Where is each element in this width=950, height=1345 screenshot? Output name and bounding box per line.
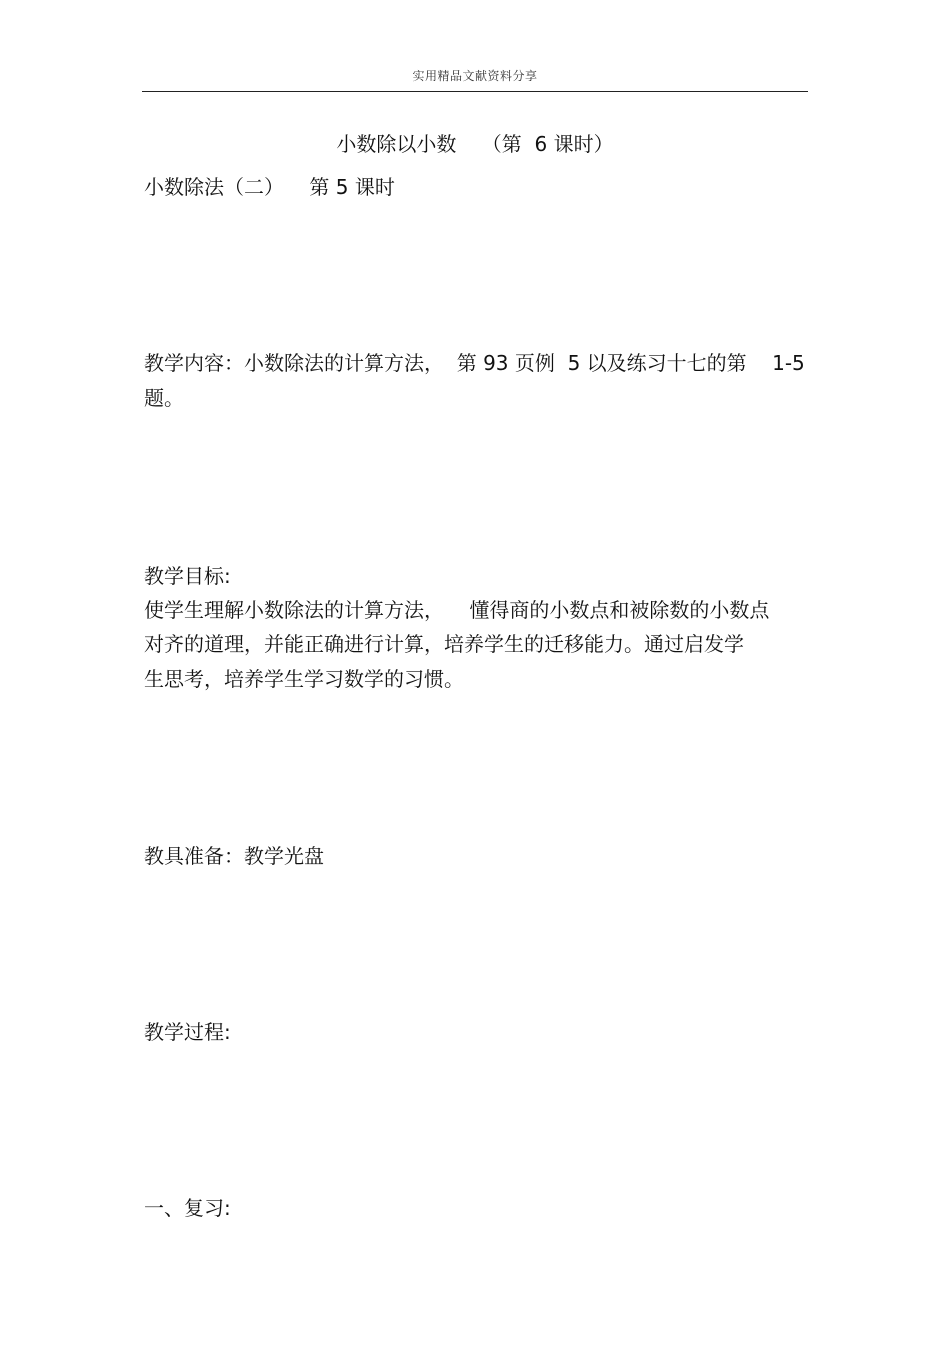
content-line-2: 题。 [144,386,184,410]
objectives-label: 教学目标: [144,564,231,588]
content-line-1: 教学内容：小数除法的计算方法， 第 93 页例 5 以及练习十七的第 1-5 [144,351,805,375]
objectives-line-3: 生思考，培养学生学习数学的习惯。 [144,667,464,691]
document-title: 小数除以小数 （第 6 课时） [336,132,614,156]
objectives-line-1: 使学生理解小数除法的计算方法， 懂得商的小数点和被除数的小数点 [144,598,770,622]
header-divider [142,91,808,92]
objectives-line-2: 对齐的道理，并能正确进行计算，培养学生的迁移能力。通过启发学 [144,632,744,656]
section-review-heading: 一、复习: [144,1196,231,1220]
lesson-subtitle: 小数除法（二） 第 5 课时 [144,175,395,199]
page-header: 实用精品文献资料分享 [412,69,538,83]
process-label: 教学过程: [144,1020,231,1044]
teaching-tools: 教具准备：教学光盘 [144,844,324,868]
